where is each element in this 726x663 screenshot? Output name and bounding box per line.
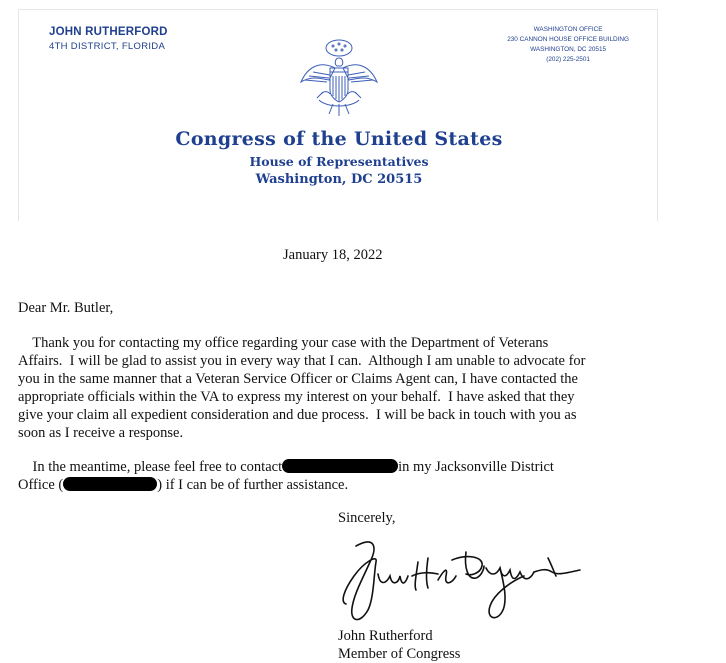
sender-name: JOHN RUTHERFORD [49, 26, 168, 38]
paragraph-line: Affairs. I will be glad to assist you in every way that I can. Although I am unable to advocate for [18, 353, 586, 369]
paragraph-line: Thank you for contacting my office regarding your case with the Department of Veterans [18, 335, 549, 351]
office-line: WASHINGTON OFFICE [533, 26, 603, 33]
office-line: (202) 225-2501 [546, 56, 590, 63]
text-segment: ) if I can be of further assistance. [157, 477, 349, 493]
paragraph-line [18, 476, 348, 494]
letter-date: January 18, 2022 [283, 247, 383, 263]
paragraph-line [18, 458, 554, 476]
signature-image [334, 532, 594, 628]
redaction-bar [282, 459, 398, 473]
city-line: Washington, DC 20515 [255, 172, 423, 187]
paragraph-line: appropriate officials within the VA to express my interest on your behalf. I have asked that they [18, 389, 575, 405]
paragraph-line: soon as I receive a response. [18, 425, 184, 441]
signer-name: John Rutherford [338, 628, 433, 644]
sender-block [49, 26, 168, 52]
congress-title: Congress of the United States [175, 128, 503, 150]
washington-office-address [507, 25, 629, 65]
house-title: House of Representatives [249, 154, 429, 169]
paragraph-line: give your claim all expedient consideration and due process. I will be back in touch with you as [18, 407, 577, 423]
letterhead [18, 9, 658, 221]
text-segment: In the meantime, please feel free to contact [18, 459, 283, 475]
office-line: 230 CANNON HOUSE OFFICE BUILDING [507, 36, 629, 43]
redaction-bar [63, 477, 157, 491]
text-segment: in my Jacksonville District [398, 459, 554, 475]
closing: Sincerely, [338, 510, 396, 526]
sender-district: 4TH DISTRICT, FLORIDA [49, 41, 166, 52]
eagle-seal-icon [299, 38, 379, 120]
paragraph-line: you in the same manner that a Veteran Service Officer or Claims Agent can, I have contacted the [18, 371, 578, 387]
text-segment: Office ( [18, 477, 64, 493]
signer-title: Member of Congress [338, 646, 461, 662]
salutation: Dear Mr. Butler, [18, 300, 114, 316]
office-line: WASHINGTON, DC 20515 [530, 46, 607, 53]
